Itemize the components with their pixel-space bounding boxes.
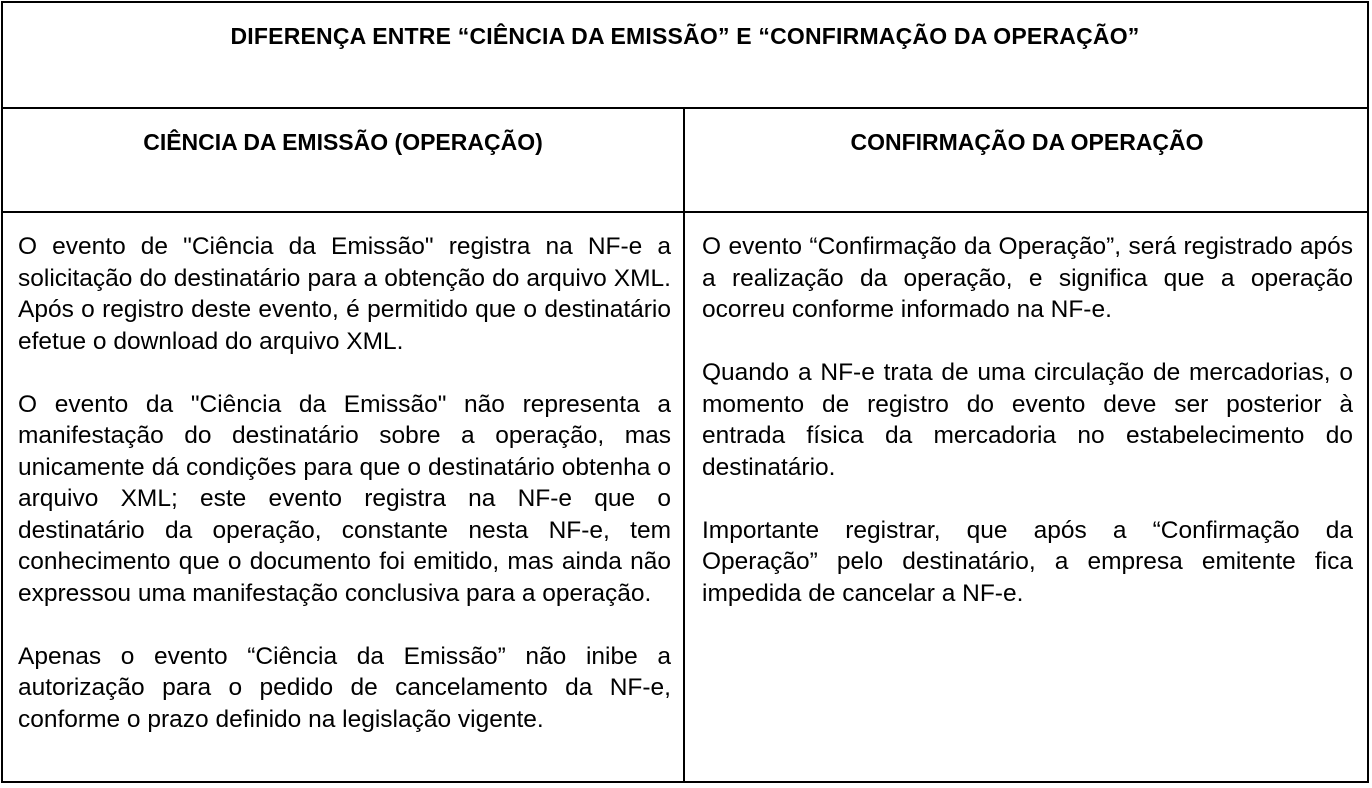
column-body-ciencia: [3, 213, 685, 781]
table-title: DIFERENÇA ENTRE “CIÊNCIA DA EMISSÃO” E “CONFIRMAÇÃO DA OPERAÇÃO”: [230, 23, 1140, 49]
table-title-row: [3, 3, 1367, 109]
paragraph: Apenas o evento “Ciência da Emissão” não inibe a autorização para o pedido de cancelamento da NF-e, conforme o prazo definido na legislação vigente.: [18, 642, 671, 733]
paragraph: Importante registrar, que após a “Confirmação da Operação” pelo destinatário, a empresa emitente fica impedida de cancelar a NF-e.: [702, 516, 1353, 607]
column-body-confirmacao: [685, 213, 1369, 781]
column-header-ciencia: [3, 109, 685, 213]
column-header-confirmacao: [685, 109, 1369, 213]
paragraph: O evento da "Ciência da Emissão" não representa a manifestação do destinatário sobre a operação, mas unicamente dá condições para que o destinatário obtenha o arquivo XML; este evento registra na NF-e que o destinatário da operação, constante nesta NF-e, tem conhecimento que o documento foi emitido, mas ainda não expressou uma manifestação conclusiva para a operação.: [18, 390, 671, 607]
column-header-label: CONFIRMAÇÃO DA OPERAÇÃO: [850, 129, 1204, 155]
comparison-table: [1, 1, 1369, 783]
paragraph: Quando a NF-e trata de uma circulação de mercadorias, o momento de registro do evento deve ser posterior à entrada física da mercadoria no estabelecimento do destinatário.: [702, 359, 1353, 481]
paragraph: O evento de "Ciência da Emissão" registra na NF-e a solicitação do destinatário para a obtenção do arquivo XML. Após o registro deste evento, é permitido que o destinatário efetue o download do arquivo XML.: [18, 233, 671, 355]
column-header-label: CIÊNCIA DA EMISSÃO (OPERAÇÃO): [143, 129, 543, 155]
paragraph: O evento “Confirmação da Operação”, será registrado após a realização da operação, e significa que a operação ocorreu conforme informado na NF-e.: [702, 233, 1353, 323]
